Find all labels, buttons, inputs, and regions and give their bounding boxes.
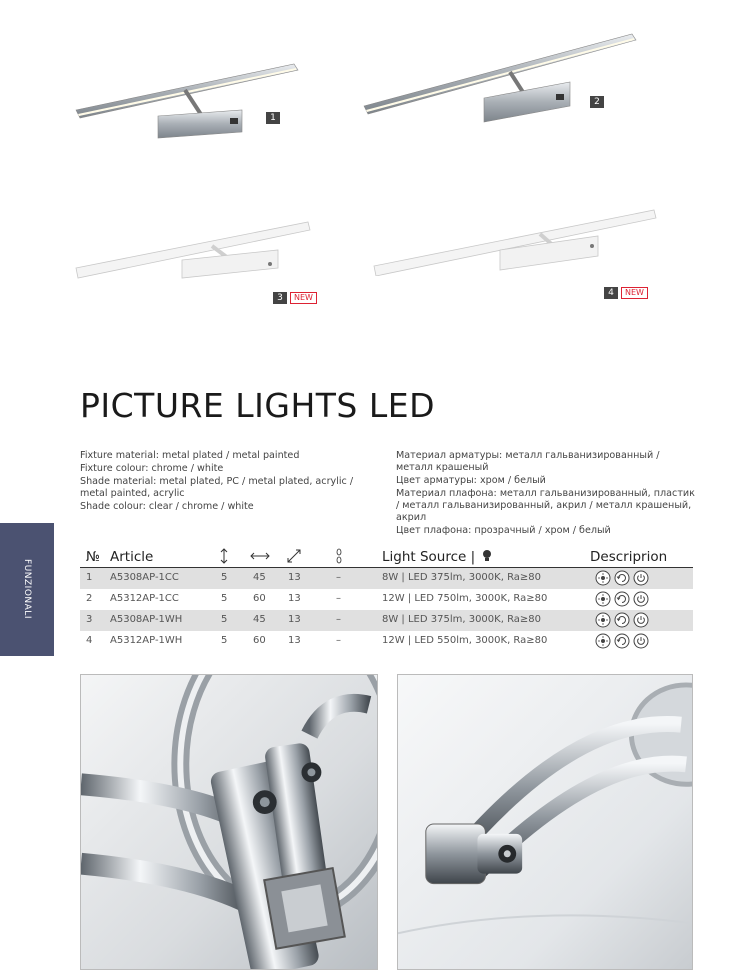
row-icons	[595, 591, 649, 607]
cell-depth: 13	[288, 635, 301, 646]
product-image-1	[72, 52, 302, 152]
cell-number: 2	[86, 593, 93, 604]
cell-light-source: 8W | LED 375lm, 3000K, Ra≥80	[382, 614, 542, 625]
cell-article: A5308AP-1CC	[110, 572, 179, 583]
product-number: 3	[273, 292, 287, 304]
table-row	[80, 589, 693, 610]
cell-width: 60	[253, 593, 266, 604]
header-number: №	[86, 549, 101, 565]
led-icon	[595, 591, 611, 607]
cell-article: A5308AP-1WH	[110, 614, 183, 625]
cell-depth: 13	[288, 614, 301, 625]
spec-line: Материал плафона: металл гальванизированный, пластик / металл гальванизированный, акрил / металл крашеный, акрил	[396, 488, 695, 523]
led-icon	[595, 570, 611, 586]
rotate-icon	[614, 633, 630, 649]
cell-number: 4	[86, 635, 93, 646]
new-badge: NEW	[290, 292, 317, 304]
detail-photo-joint	[80, 674, 378, 970]
product-number: 1	[266, 112, 280, 124]
cell-width: 45	[253, 572, 266, 583]
cell-number: 3	[86, 614, 93, 625]
product-label-2	[590, 96, 604, 108]
led-icon	[595, 612, 611, 628]
product-table	[80, 546, 693, 652]
cell-height: 5	[221, 614, 228, 625]
product-label-3	[273, 292, 317, 304]
rotate-icon	[614, 591, 630, 607]
product-label-4	[604, 287, 648, 299]
table-row	[80, 568, 693, 589]
cell-height: 5	[221, 635, 228, 646]
height-arrow-icon	[218, 548, 230, 564]
cell-width: 45	[253, 614, 266, 625]
cell-chain: –	[336, 635, 341, 646]
spec-line: Материал арматуры: металл гальванизированный / металл крашеный	[396, 450, 660, 473]
diagonal-arrow-icon	[286, 548, 302, 564]
cell-light-source: 12W | LED 550lm, 3000K, Ra≥80	[382, 635, 548, 646]
product-label-1	[266, 112, 280, 124]
cell-chain: –	[336, 593, 341, 604]
cell-article: A5312AP-1WH	[110, 635, 183, 646]
page-title: PICTURE LIGHTS LED	[80, 386, 436, 425]
cell-article: A5312AP-1CC	[110, 593, 179, 604]
power-switch-icon	[633, 612, 649, 628]
cell-height: 5	[221, 572, 228, 583]
product-number: 4	[604, 287, 618, 299]
section-side-tab	[0, 523, 54, 656]
product-image-3	[72, 214, 322, 284]
row-icons	[595, 612, 649, 628]
spec-english	[80, 450, 380, 514]
width-arrow-icon	[250, 550, 270, 562]
chain-icon	[335, 548, 343, 564]
new-badge: NEW	[621, 287, 648, 299]
row-icons	[595, 633, 649, 649]
power-switch-icon	[633, 570, 649, 586]
cell-chain: –	[336, 614, 341, 625]
spec-line: Fixture colour: chrome / white	[80, 463, 224, 474]
cell-height: 5	[221, 593, 228, 604]
bulb-icon	[482, 549, 492, 563]
section-side-tab-label: FUNZIONALI	[22, 559, 32, 619]
product-image-4	[370, 206, 662, 276]
power-switch-icon	[633, 591, 649, 607]
row-icons	[595, 570, 649, 586]
cell-light-source: 8W | LED 375lm, 3000K, Ra≥80	[382, 572, 542, 583]
header-description: Descriprion	[590, 549, 668, 565]
detail-photo-head	[397, 674, 693, 970]
table-row	[80, 610, 693, 631]
header-article: Article	[110, 549, 154, 565]
rotate-icon	[614, 570, 630, 586]
cell-depth: 13	[288, 572, 301, 583]
cell-chain: –	[336, 572, 341, 583]
spec-russian	[396, 450, 696, 538]
spec-line: Shade colour: clear / chrome / white	[80, 501, 254, 512]
cell-light-source: 12W | LED 750lm, 3000K, Ra≥80	[382, 593, 548, 604]
spec-line: Fixture material: metal plated / metal painted	[80, 450, 300, 461]
power-switch-icon	[633, 633, 649, 649]
rotate-icon	[614, 612, 630, 628]
table-header	[80, 546, 693, 568]
cell-width: 60	[253, 635, 266, 646]
cell-number: 1	[86, 572, 93, 583]
header-light-source: Light Source |	[382, 549, 476, 565]
spec-line: Shade material: metal plated, PC / metal plated, acrylic / metal painted, acrylic	[80, 476, 354, 499]
product-number: 2	[590, 96, 604, 108]
cell-depth: 13	[288, 593, 301, 604]
spec-line: Цвет плафона: прозрачный / хром / белый	[396, 525, 611, 536]
table-row	[80, 631, 693, 652]
spec-line: Цвет арматуры: хром / белый	[396, 475, 546, 486]
led-icon	[595, 633, 611, 649]
product-image-2	[360, 28, 650, 128]
